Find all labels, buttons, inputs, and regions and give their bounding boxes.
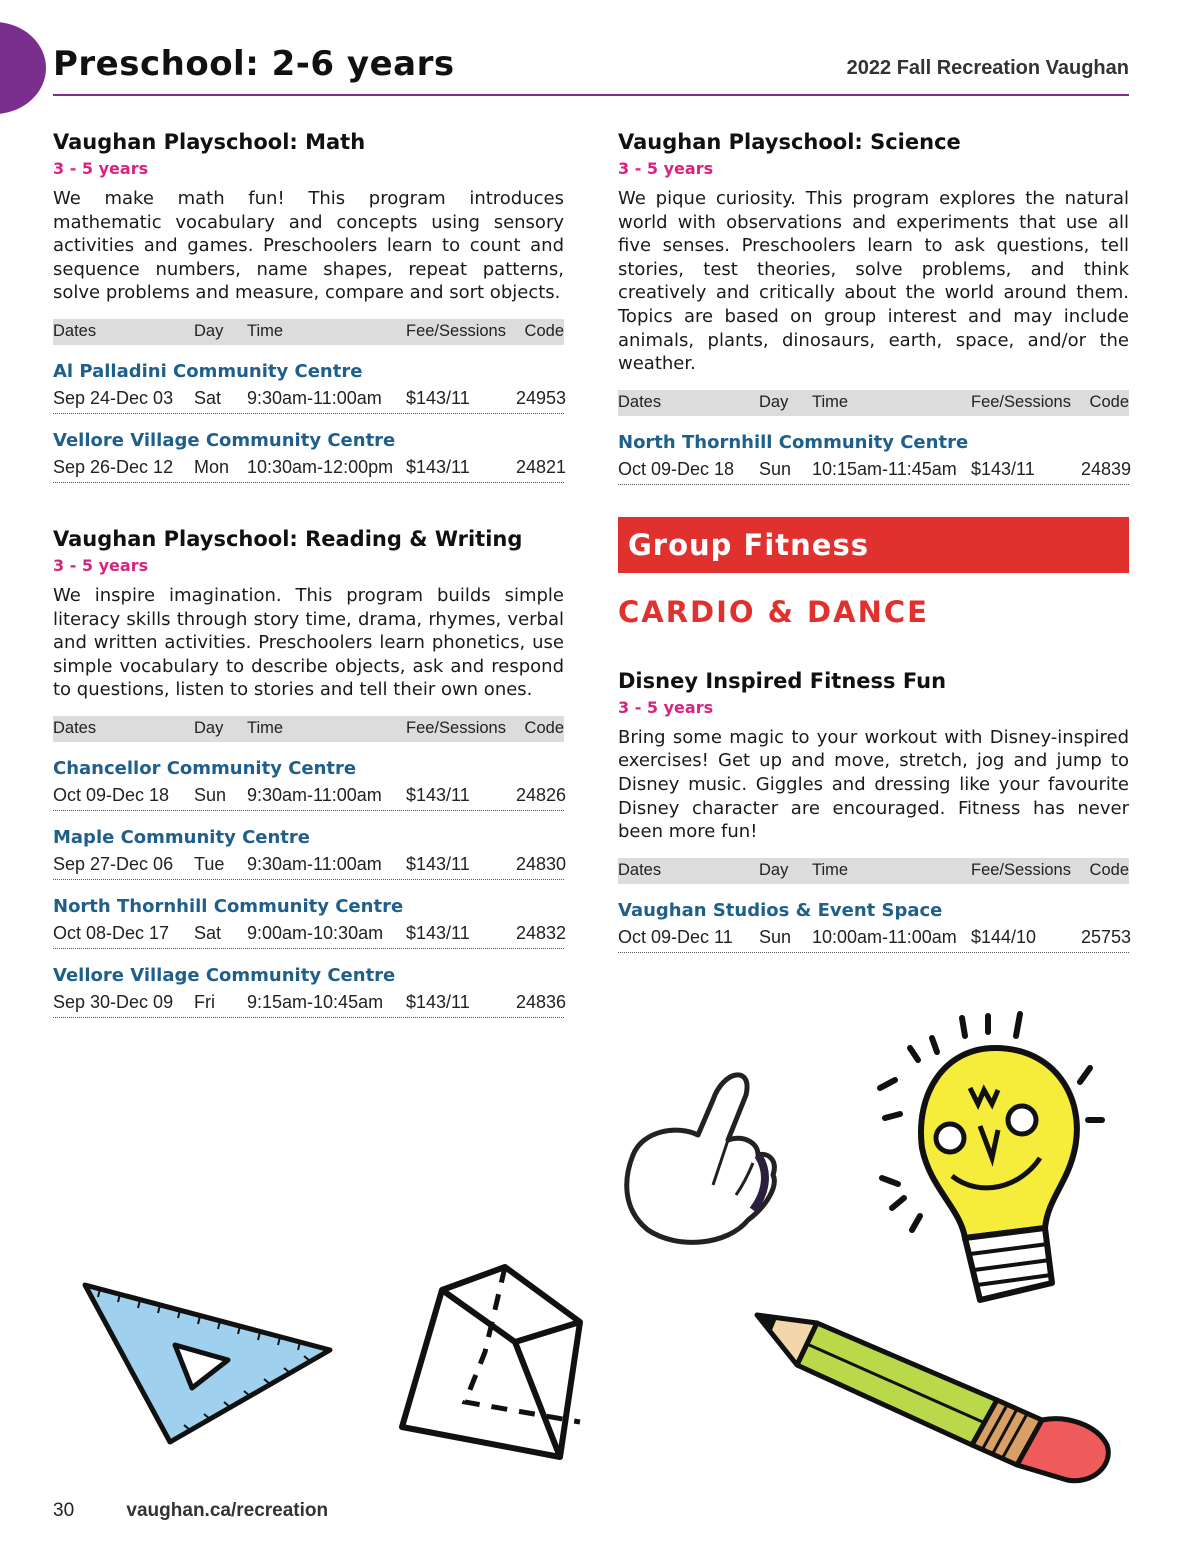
session-time: 9:30am-11:00am xyxy=(247,853,382,874)
session-time: 9:30am-11:00am xyxy=(247,387,382,408)
session-dates: Oct 08-Dec 17 xyxy=(53,922,170,943)
session-dates: Sep 27-Dec 06 xyxy=(53,853,174,874)
header-fee: Fee/Sessions xyxy=(971,393,1071,412)
session-time: 9:30am-11:00am xyxy=(247,784,382,805)
session-day: Sat xyxy=(194,387,222,408)
session-dates: Oct 09-Dec 11 xyxy=(618,926,733,947)
header-time: Time xyxy=(247,719,284,738)
page-number: 30 xyxy=(53,1500,75,1521)
page-title: Preschool: 2-6 years xyxy=(53,44,455,84)
session-code: 24836 xyxy=(516,991,567,1012)
header-code: Code xyxy=(524,322,564,341)
age-range: 3 - 5 years xyxy=(618,159,714,178)
schedule-table xyxy=(53,319,567,483)
session-fee: $143/11 xyxy=(406,387,470,408)
header-time: Time xyxy=(812,393,849,412)
set-square-illustration xyxy=(80,1280,340,1450)
header-fee: Fee/Sessions xyxy=(406,322,506,341)
program-science xyxy=(618,128,1132,485)
program-description: We inspire imagination. This program builds simple literacy skills through story time, drama, rhymes, verbal and written activities. Preschoolers learn phonetics, use simple vocabulary to describe objects, ask and respond to questions, listen to stories and tell their own ones. xyxy=(53,584,564,701)
session-fee: $143/11 xyxy=(406,922,470,943)
table-row xyxy=(53,781,567,811)
publication-title: 2022 Fall Recreation Vaughan xyxy=(846,57,1129,79)
subsection-title: CARDIO & DANCE xyxy=(618,594,929,629)
header-dates: Dates xyxy=(618,393,662,412)
header-day: Day xyxy=(759,861,789,880)
session-code: 24832 xyxy=(516,922,567,943)
age-range: 3 - 5 years xyxy=(53,159,149,178)
table-row xyxy=(618,455,1132,485)
session-code: 24826 xyxy=(516,784,567,805)
schedule-table xyxy=(53,716,567,1018)
section-tab-marker xyxy=(0,22,46,114)
header-day: Day xyxy=(194,719,224,738)
session-day: Mon xyxy=(194,456,230,477)
header-dates: Dates xyxy=(53,322,97,341)
header-fee: Fee/Sessions xyxy=(971,861,1071,880)
table-row xyxy=(53,384,567,414)
program-description: We pique curiosity. This program explores the natural world with observations and experiments that use all five senses. Preschoolers learn to ask questions, tell stories, test theories, solve problems, and think creatively and critically about the world around them. Topics are based on group interest and may include animals, plants, dinosaurs, earth, space, and/or the weather. xyxy=(618,188,1129,375)
pencil-illustration xyxy=(752,1305,1122,1490)
program-description: Bring some magic to your workout with Disney-inspired exercises! Get up and move, stretch, jog and jump to Disney music. Giggles and dressing like your favourite Disney character are encouraged. Fitness has never been more fun! xyxy=(618,726,1129,843)
header-code: Code xyxy=(1089,393,1129,412)
program-title: Vaughan Playschool: Math xyxy=(53,130,366,154)
table-row xyxy=(53,988,567,1018)
session-day: Tue xyxy=(194,853,225,874)
session-dates: Sep 26-Dec 12 xyxy=(53,456,174,477)
table-row xyxy=(53,919,567,949)
session-day: Fri xyxy=(194,991,215,1012)
header-dates: Dates xyxy=(53,719,97,738)
header-code: Code xyxy=(1089,861,1129,880)
session-code: 24953 xyxy=(516,387,567,408)
session-day: Sat xyxy=(194,922,222,943)
session-dates: Sep 30-Dec 09 xyxy=(53,991,174,1012)
location-name: North Thornhill Community Centre xyxy=(53,895,404,917)
left-column xyxy=(53,128,567,1060)
page-footer xyxy=(53,1500,328,1522)
location-name: Vellore Village Community Centre xyxy=(53,429,396,451)
header-time: Time xyxy=(812,861,849,880)
location-name: Vellore Village Community Centre xyxy=(53,964,396,986)
program-description: We make math fun! This program introduces mathematic vocabulary and concepts using sensory activities and games. Preschoolers learn to count and sequence numbers, name shapes, repeat patterns, solve problems and measure, compare and sort objects. xyxy=(53,188,564,304)
session-dates: Sep 24-Dec 03 xyxy=(53,387,174,408)
group-fitness-banner xyxy=(618,517,1129,573)
location-name: Al Palladini Community Centre xyxy=(53,360,363,382)
right-column xyxy=(618,128,1132,995)
program-reading-writing xyxy=(53,525,567,1018)
table-header xyxy=(618,858,1129,884)
header-dates: Dates xyxy=(618,861,662,880)
program-title: Disney Inspired Fitness Fun xyxy=(618,668,947,693)
location-name: Vaughan Studios & Event Space xyxy=(618,899,943,921)
session-fee: $143/11 xyxy=(406,456,470,477)
header-day: Day xyxy=(194,322,224,341)
program-disney-fitness xyxy=(618,667,1132,953)
age-range: 3 - 5 years xyxy=(618,697,714,717)
table-header xyxy=(618,390,1129,416)
session-fee: $143/11 xyxy=(406,784,470,805)
program-title: Vaughan Playschool: Science xyxy=(618,130,961,154)
lightbulb-illustration xyxy=(870,1008,1120,1313)
session-code: 24839 xyxy=(1081,458,1132,479)
session-time: 10:00am-11:00am xyxy=(812,926,957,947)
header-divider xyxy=(53,94,1129,96)
header-day: Day xyxy=(759,393,789,412)
session-dates: Oct 09-Dec 18 xyxy=(618,458,735,479)
session-time: 10:30am-12:00pm xyxy=(247,456,394,477)
session-code: 24821 xyxy=(516,456,567,477)
table-row xyxy=(53,850,567,880)
table-row xyxy=(53,453,567,483)
table-header xyxy=(53,319,564,345)
header-fee: Fee/Sessions xyxy=(406,719,506,738)
session-code: 24830 xyxy=(516,853,567,874)
session-time: 9:00am-10:30am xyxy=(247,922,384,943)
section-title: Group Fitness xyxy=(628,527,869,562)
schedule-table xyxy=(618,390,1132,485)
program-math xyxy=(53,128,567,483)
header-code: Code xyxy=(524,719,564,738)
schedule-table xyxy=(618,858,1132,953)
session-fee: $143/11 xyxy=(406,853,470,874)
header-time: Time xyxy=(247,322,284,341)
session-day: Sun xyxy=(759,926,792,947)
table-row xyxy=(618,923,1132,953)
session-time: 9:15am-10:45am xyxy=(247,991,384,1012)
location-name: North Thornhill Community Centre xyxy=(618,431,969,453)
pointing-hand-illustration xyxy=(618,1060,783,1255)
session-fee: $144/10 xyxy=(971,926,1037,947)
session-code: 25753 xyxy=(1081,926,1132,947)
session-time: 10:15am-11:45am xyxy=(812,458,957,479)
age-range: 3 - 5 years xyxy=(53,555,149,575)
session-dates: Oct 09-Dec 18 xyxy=(53,784,170,805)
location-name: Maple Community Centre xyxy=(53,826,311,848)
location-name: Chancellor Community Centre xyxy=(53,757,357,779)
session-fee: $143/11 xyxy=(971,458,1035,479)
footer-url[interactable]: vaughan.ca/recreation xyxy=(126,1500,329,1521)
session-day: Sun xyxy=(759,458,792,479)
program-title: Vaughan Playschool: Reading & Writing xyxy=(53,526,523,551)
session-fee: $143/11 xyxy=(406,991,470,1012)
table-header xyxy=(53,716,564,742)
session-day: Sun xyxy=(194,784,227,805)
cube-illustration xyxy=(390,1262,590,1472)
